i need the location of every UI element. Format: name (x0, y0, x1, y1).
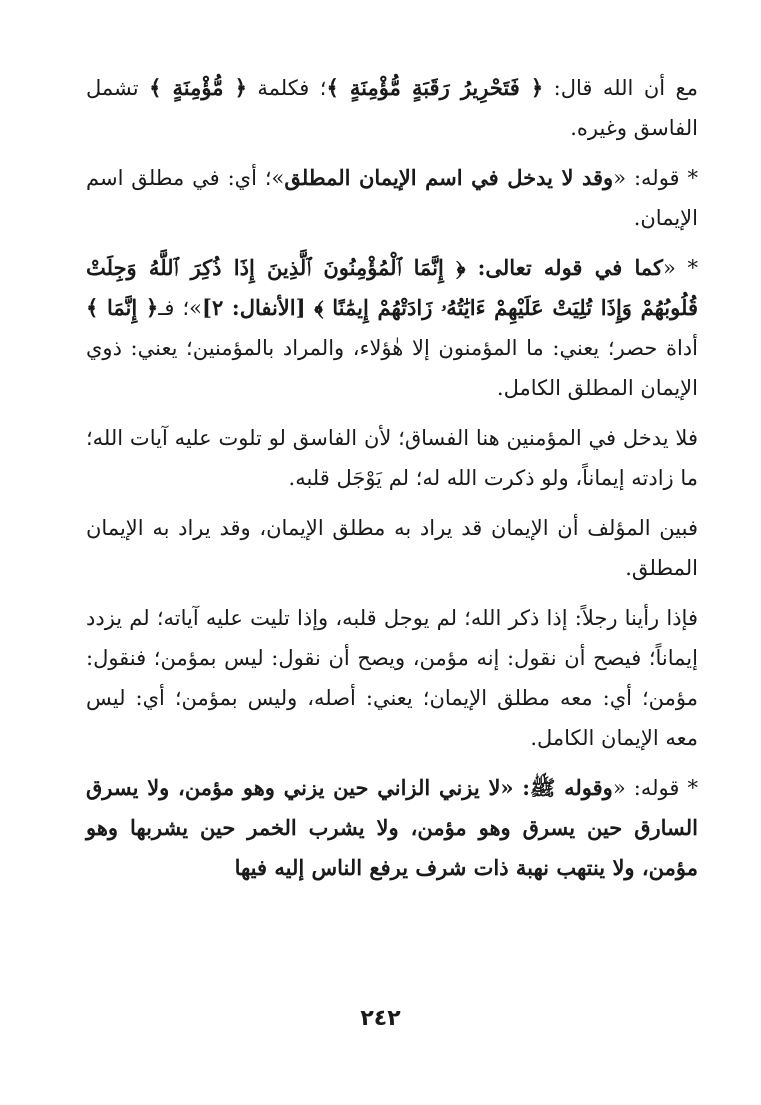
verse-reference: [الأنفال: ٢] (202, 295, 315, 320)
text-run: »؛ أي: في مطلق اسم الإيمان. (86, 166, 698, 230)
text-run: فبين المؤلف أن الإيمان قد يراد به مطلق الإيمان، وقد يراد به الإيمان المطلق. (86, 516, 698, 580)
quran-verse: ﴿ مُّؤْمِنَةٍ ﴾ (149, 75, 247, 100)
paragraph-3 (86, 248, 698, 408)
page-body (86, 68, 698, 898)
quoted-text: وقد لا يدخل في اسم الإيمان المطلق (284, 165, 614, 190)
quoted-text: كما في قوله تعالى: (465, 255, 664, 280)
text-run: فإذا رأينا رجلاً: إذا ذكر الله؛ لم يوجل قلبه، وإذا تليت عليه آياته؛ لم يزدد إيماناً؛ فيصح أن نقول: إنه مؤمن، ويصح أن نقول: ليس بمؤمن؛ فنقول: مؤمن؛ أي: معه مطلق الإيمان؛ يعني: أصله، وليس بمؤمن؛ أي: ليس معه الإيمان الكامل. (86, 606, 698, 750)
text-run: * قوله: « (612, 776, 698, 800)
paragraph-7 (86, 768, 698, 888)
quran-verse: ﴿ فَتَحْرِيرُ رَقَبَةٍ مُّؤْمِنَةٍ ﴾ (326, 75, 544, 100)
hadith-quote: وقوله ﷺ: «لا يزني الزاني حين يزني وهو مؤمن، ولا يسرق السارق حين يسرق وهو مؤمن، ولا يشرب الخمر حين يشربها وهو مؤمن، ولا ينتهب نهبة ذات شرف يرفع الناس إليه فيها (86, 775, 698, 880)
text-run: * قوله: « (613, 166, 698, 190)
paragraph-6 (86, 598, 698, 758)
text-run: فلا يدخل في المؤمنين هنا الفساق؛ لأن الفاسق لو تلوت عليه آيات الله؛ ما زادته إيماناً، ولو ذكرت الله له؛ لم يَوْجَل قلبه. (86, 426, 698, 490)
text-run: مع أن الله قال: (543, 76, 698, 100)
text-run: »؛ فـ (158, 296, 203, 320)
quran-verse: ﴿ إِنَّمَا ٱلْمُؤْمِنُونَ ٱلَّذِينَ إِذَا ذُكِرَ ٱللَّهُ وَجِلَتْ قُلُوبُهُمْ وَإِذَا تُلِيَتْ عَلَيْهِمْ ءَايَٰتُهُۥ زَادَتْهُمْ إِيمَٰنًا ﴾ (86, 255, 698, 320)
text-run: أداة حصر؛ يعني: ما المؤمنون إلا هٰؤلاء، والمراد بالمؤمنين؛ يعني: ذوي الإيمان المطلق الكامل. (86, 336, 698, 400)
text-run: تشمل الفاسق وغيره. (86, 76, 698, 140)
paragraph-5 (86, 508, 698, 588)
paragraph-1 (86, 68, 698, 148)
page-number: ٢٤٢ (360, 1006, 401, 1031)
text-run: ؛ فكلمة (246, 76, 327, 100)
paragraph-4 (86, 418, 698, 498)
paragraph-2 (86, 158, 698, 238)
text-run: * « (663, 256, 698, 280)
quran-verse: ﴿ إِنَّمَا ﴾ (86, 295, 159, 320)
